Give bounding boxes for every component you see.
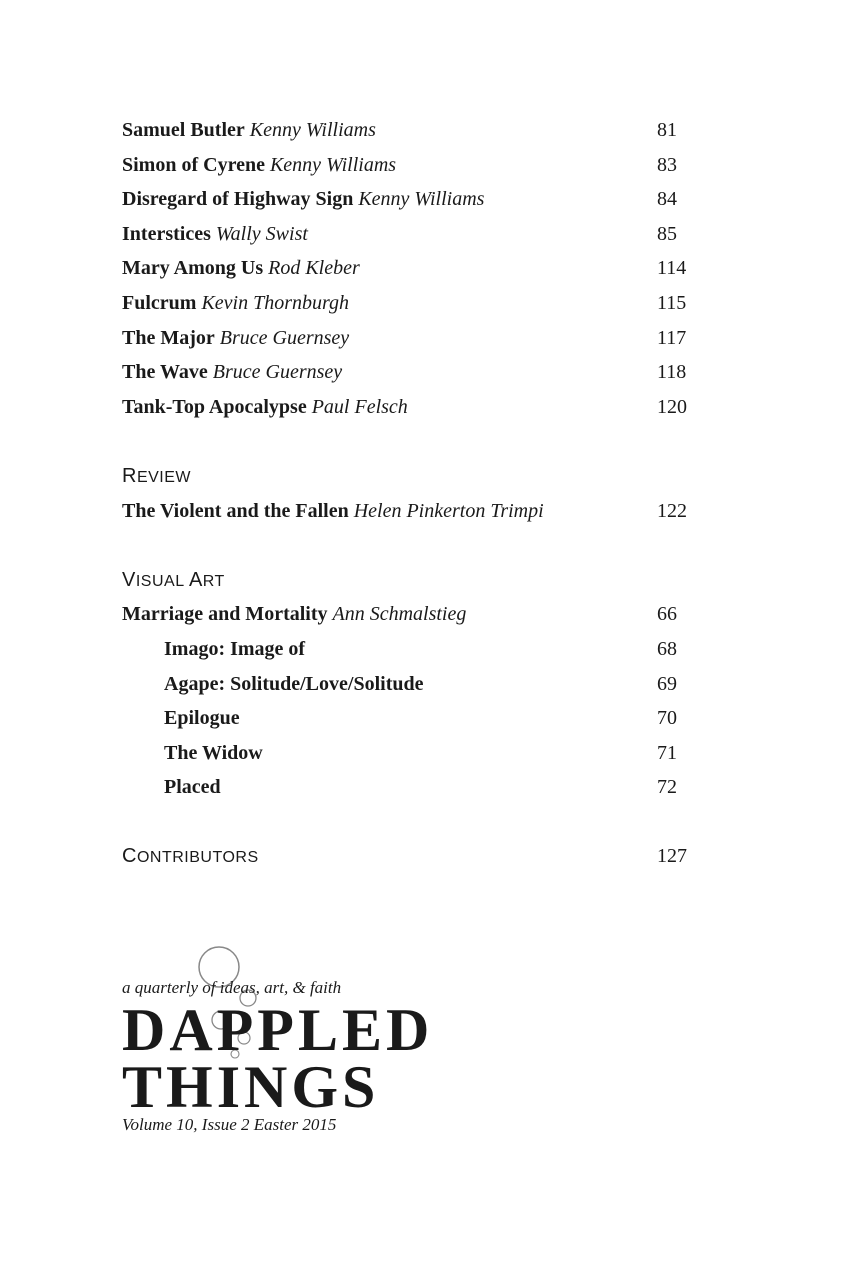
spacer bbox=[122, 805, 702, 840]
toc-subentry[interactable] bbox=[122, 736, 702, 771]
entry-title: The Violent and the Fallen bbox=[122, 499, 349, 522]
entry-page: 68 bbox=[657, 637, 677, 660]
entry-title: Mary Among Us bbox=[122, 257, 264, 280]
entry-author: Bruce Guernsey bbox=[212, 361, 343, 384]
toc-entry[interactable] bbox=[122, 148, 702, 183]
entry-author: Paul Felsch bbox=[311, 395, 408, 418]
toc-entry-contributors[interactable] bbox=[122, 839, 702, 874]
heading-rest: ISUAL bbox=[135, 572, 189, 590]
entry-title: Interstices bbox=[122, 222, 211, 245]
toc-subentry[interactable] bbox=[122, 667, 702, 702]
heading-initial: R bbox=[122, 464, 137, 487]
work-title: Epilogue bbox=[164, 707, 240, 730]
entry-page: 81 bbox=[657, 119, 677, 141]
entry-page: 71 bbox=[657, 741, 677, 764]
entry-page: 72 bbox=[657, 776, 677, 799]
entry-author: Ann Schmalstieg bbox=[332, 603, 467, 626]
entry-page: 115 bbox=[657, 291, 687, 314]
volume-issue: Volume 10, Issue 2 Easter 2015 bbox=[122, 1115, 337, 1134]
toc-entry[interactable] bbox=[122, 217, 702, 252]
entry-author: Helen Pinkerton Trimpi bbox=[353, 499, 544, 522]
entry-title: Marriage and Mortality bbox=[122, 603, 328, 626]
entry-page: 70 bbox=[657, 707, 677, 730]
entry-page: 120 bbox=[657, 395, 687, 418]
section-heading-contributors bbox=[122, 839, 259, 874]
heading-initial: A bbox=[188, 568, 203, 591]
section-heading-visual-art bbox=[122, 563, 702, 598]
entry-author: Kenny Williams bbox=[269, 153, 397, 176]
wordmark-line-2: THINGS bbox=[122, 1054, 380, 1120]
entry-title: Disregard of Highway Sign bbox=[122, 188, 354, 211]
entry-author: Bruce Guernsey bbox=[219, 326, 350, 349]
toc-entry[interactable] bbox=[122, 286, 702, 321]
toc-entry[interactable] bbox=[122, 355, 702, 390]
entry-page: 66 bbox=[657, 603, 677, 626]
entry-page: 83 bbox=[657, 153, 677, 176]
entry-title: Tank-Top Apocalypse bbox=[122, 395, 307, 418]
entry-author: Rod Kleber bbox=[268, 257, 360, 280]
toc-entry[interactable] bbox=[122, 182, 702, 217]
heading-rest: RT bbox=[202, 572, 225, 590]
toc-entry[interactable] bbox=[122, 113, 702, 148]
entry-page: 127 bbox=[657, 845, 687, 868]
entry-page: 122 bbox=[657, 499, 687, 522]
heading-rest: EVIEW bbox=[136, 468, 192, 486]
spacer bbox=[122, 424, 702, 459]
work-title: Placed bbox=[164, 776, 221, 799]
entry-page: 114 bbox=[657, 257, 687, 280]
wordmark-line-1: DAPPLED bbox=[122, 997, 434, 1063]
entry-author: Kevin Thornburgh bbox=[201, 291, 350, 314]
table-of-contents bbox=[122, 113, 702, 874]
entry-title: The Major bbox=[122, 326, 215, 349]
toc-entry[interactable] bbox=[122, 597, 702, 632]
heading-initial: V bbox=[122, 568, 136, 591]
entry-page: 84 bbox=[657, 188, 677, 211]
entry-author: Kenny Williams bbox=[358, 188, 485, 211]
entry-page: 117 bbox=[657, 326, 687, 349]
toc-entry[interactable] bbox=[122, 390, 702, 425]
work-title: Imago: Image of bbox=[164, 637, 306, 660]
toc-entry[interactable] bbox=[122, 494, 702, 529]
toc-subentry[interactable] bbox=[122, 632, 702, 667]
toc-subentry[interactable] bbox=[122, 770, 702, 805]
spacer bbox=[122, 528, 702, 563]
journal-masthead bbox=[122, 945, 462, 1145]
tagline: a quarterly of ideas, art, & faith bbox=[122, 978, 342, 997]
entry-title: The Wave bbox=[122, 361, 208, 384]
toc-entry[interactable] bbox=[122, 321, 702, 356]
entry-page: 85 bbox=[657, 222, 677, 245]
heading-rest: ONTRIBUTORS bbox=[136, 849, 259, 867]
entry-page: 118 bbox=[657, 361, 687, 384]
entry-title: Simon of Cyrene bbox=[122, 153, 265, 176]
work-title: The Widow bbox=[164, 741, 263, 764]
work-title: Agape: Solitude/Love/Solitude bbox=[164, 672, 424, 695]
section-heading-review bbox=[122, 459, 702, 494]
entry-author: Wally Swist bbox=[215, 222, 308, 245]
entry-author: Kenny Williams bbox=[249, 119, 376, 141]
entry-title: Fulcrum bbox=[122, 291, 197, 314]
entry-page: 69 bbox=[657, 672, 677, 695]
entry-title: Samuel Butler bbox=[122, 119, 245, 141]
toc-subentry[interactable] bbox=[122, 701, 702, 736]
heading-initial: C bbox=[122, 845, 137, 868]
toc-entry[interactable] bbox=[122, 251, 702, 286]
